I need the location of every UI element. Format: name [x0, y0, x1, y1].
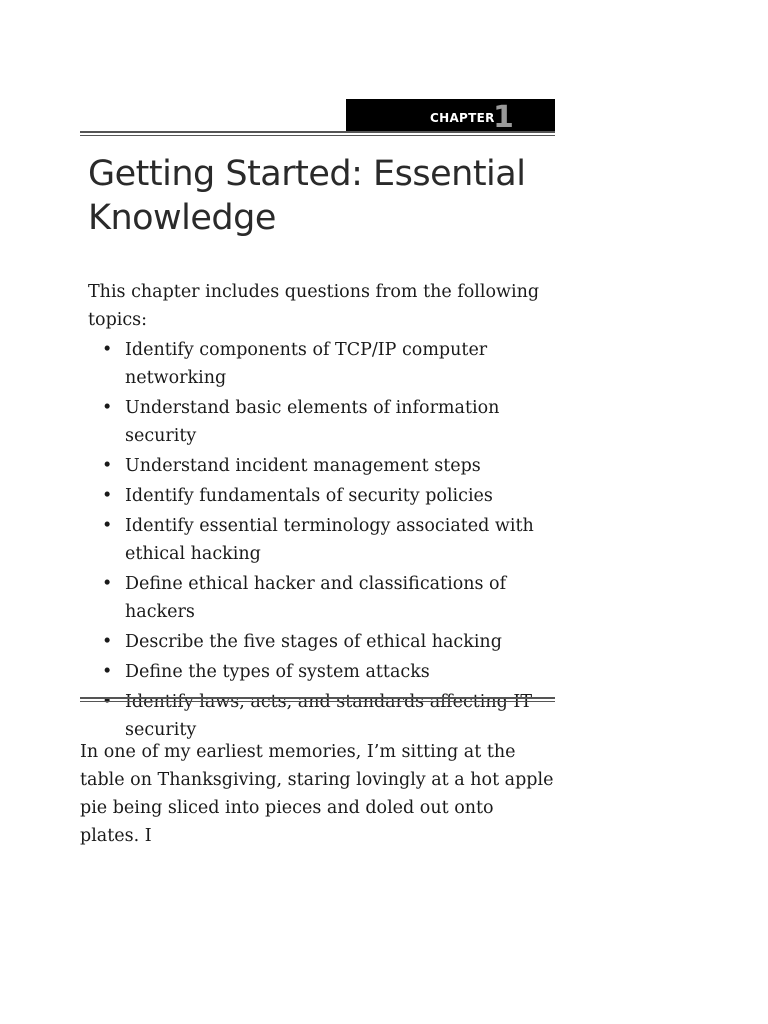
list-item — [88, 570, 558, 626]
list-item — [88, 658, 558, 686]
topic-text: Define the types of system attacks — [125, 662, 430, 682]
chapter-title: Getting Started: Essential Knowledge — [88, 154, 526, 238]
bullet-icon: • — [102, 632, 113, 652]
bottom-divider — [80, 697, 555, 702]
objectives-intro: This chapter includes questions from the following topics: — [88, 282, 540, 330]
bullet-icon: • — [102, 516, 113, 536]
bullet-icon: • — [102, 486, 113, 506]
list-item — [88, 628, 558, 656]
topics-list — [88, 336, 558, 744]
bullet-icon: • — [102, 692, 113, 712]
list-item — [88, 336, 558, 392]
topic-text: Understand basic elements of information security — [125, 398, 500, 446]
bullet-icon: • — [102, 398, 113, 418]
bullet-icon: • — [102, 662, 113, 682]
list-item — [88, 482, 558, 510]
chapter-label: CHAPTER — [430, 111, 495, 125]
chapter-objectives — [88, 278, 558, 746]
list-item — [88, 512, 558, 568]
topic-text: Identify fundamentals of security policies — [125, 486, 493, 506]
chapter-number: 1 — [493, 100, 514, 135]
bullet-icon: • — [102, 574, 113, 594]
topic-text: Understand incident management steps — [125, 456, 481, 476]
topic-text: Define ethical hacker and classifications of hackers — [125, 574, 507, 622]
bullet-icon: • — [102, 340, 113, 360]
topic-text: Identify components of TCP/IP computer networking — [125, 340, 488, 388]
bullet-icon: • — [102, 456, 113, 476]
topic-text: Identify laws, acts, and standards affecting IT security — [125, 692, 532, 740]
list-item — [88, 452, 558, 480]
top-divider — [80, 131, 555, 136]
topic-text: Describe the five stages of ethical hacking — [125, 632, 502, 652]
topic-text: Identify essential terminology associated with ethical hacking — [125, 516, 534, 564]
body-paragraph: In one of my earliest memories, I’m sitting at the table on Thanksgiving, staring lovingly at a hot apple pie being sliced into pieces and doled out onto plates. I — [80, 742, 554, 846]
list-item — [88, 394, 558, 450]
